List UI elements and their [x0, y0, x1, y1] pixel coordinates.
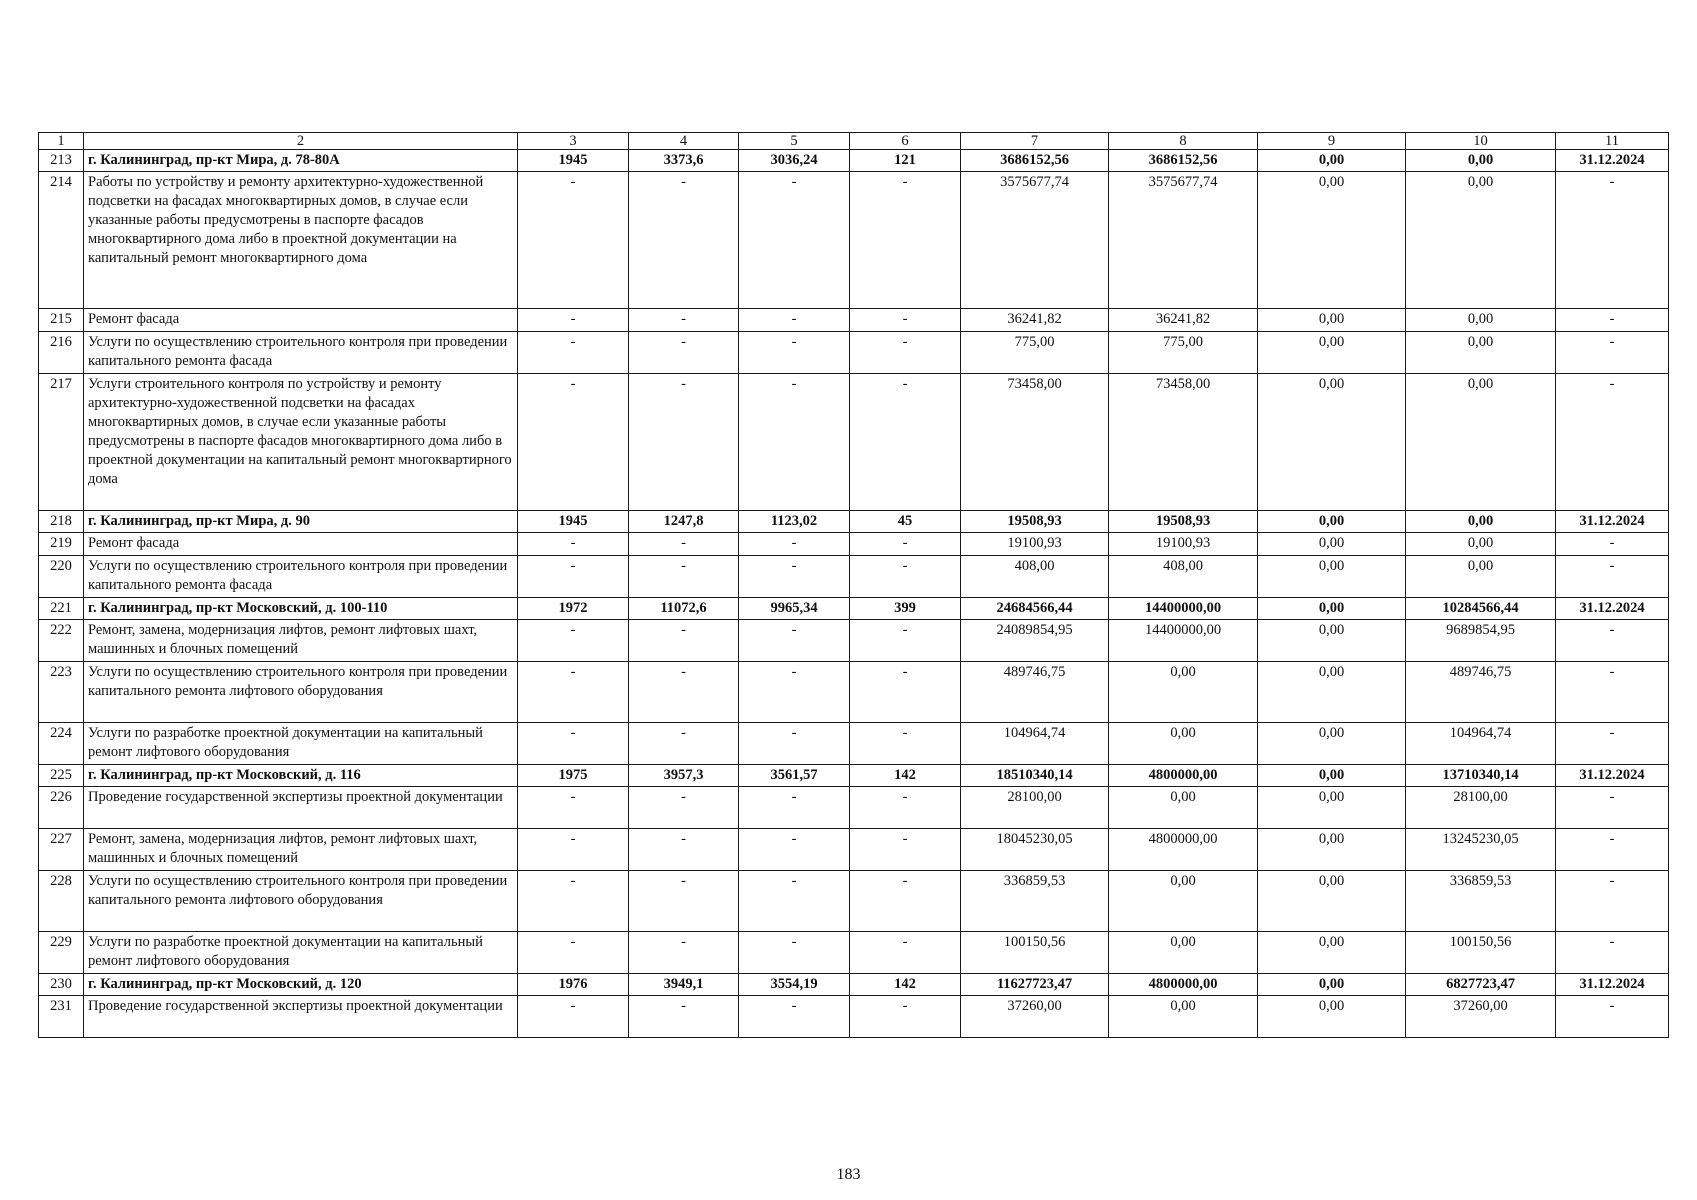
description-cell: Услуги по осуществлению строительного контроля при проведении капитального ремонта лифтового оборудования — [84, 871, 518, 932]
year-built-cell: - — [518, 172, 629, 309]
residents-count-cell: 399 — [850, 598, 961, 620]
living-area-cell: 3554,19 — [739, 974, 850, 996]
budget-cost-cell: 0,00 — [1258, 974, 1406, 996]
total-cost-cell: 3575677,74 — [961, 172, 1109, 309]
residents-count-cell: 121 — [850, 150, 961, 172]
fund-cost-cell: 3686152,56 — [1109, 150, 1258, 172]
total-area-cell: - — [629, 172, 739, 309]
total-area-cell: - — [629, 723, 739, 765]
completion-date-cell: - — [1556, 829, 1669, 871]
total-cost-cell: 19508,93 — [961, 511, 1109, 533]
owner-cost-cell: 0,00 — [1406, 332, 1556, 374]
work-row — [39, 309, 1669, 332]
address-cell: г. Калининград, пр-кт Мира, д. 78-80А — [84, 150, 518, 172]
total-area-cell: - — [629, 787, 739, 829]
column-number: 6 — [850, 133, 961, 150]
column-number: 7 — [961, 133, 1109, 150]
completion-date-cell: - — [1556, 332, 1669, 374]
living-area-cell: 3036,24 — [739, 150, 850, 172]
completion-date-cell: - — [1556, 172, 1669, 309]
owner-cost-cell: 13245230,05 — [1406, 829, 1556, 871]
budget-cost-cell: 0,00 — [1258, 871, 1406, 932]
address-row — [39, 511, 1669, 533]
fund-cost-cell: 73458,00 — [1109, 374, 1258, 511]
budget-cost-cell: 0,00 — [1258, 723, 1406, 765]
work-row — [39, 829, 1669, 871]
total-cost-cell: 36241,82 — [961, 309, 1109, 332]
work-row — [39, 662, 1669, 723]
owner-cost-cell: 336859,53 — [1406, 871, 1556, 932]
total-area-cell: - — [629, 932, 739, 974]
fund-cost-cell: 0,00 — [1109, 723, 1258, 765]
residents-count-cell: 142 — [850, 974, 961, 996]
budget-cost-cell: 0,00 — [1258, 556, 1406, 598]
address-row — [39, 150, 1669, 172]
column-number: 9 — [1258, 133, 1406, 150]
description-cell: Услуги по осуществлению строительного контроля при проведении капитального ремонта лифтового оборудования — [84, 662, 518, 723]
owner-cost-cell: 0,00 — [1406, 374, 1556, 511]
owner-cost-cell: 0,00 — [1406, 556, 1556, 598]
total-area-cell: - — [629, 374, 739, 511]
column-number: 8 — [1109, 133, 1258, 150]
year-built-cell: 1975 — [518, 765, 629, 787]
budget-cost-cell: 0,00 — [1258, 309, 1406, 332]
year-built-cell: 1972 — [518, 598, 629, 620]
owner-cost-cell: 489746,75 — [1406, 662, 1556, 723]
description-cell: Услуги по разработке проектной документации на капитальный ремонт лифтового оборудования — [84, 723, 518, 765]
total-cost-cell: 19100,93 — [961, 533, 1109, 556]
budget-cost-cell: 0,00 — [1258, 765, 1406, 787]
total-area-cell: - — [629, 829, 739, 871]
living-area-cell: 9965,34 — [739, 598, 850, 620]
description-cell: Услуги по разработке проектной документации на капитальный ремонт лифтового оборудования — [84, 932, 518, 974]
address-cell: г. Калининград, пр-кт Московский, д. 120 — [84, 974, 518, 996]
budget-cost-cell: 0,00 — [1258, 533, 1406, 556]
owner-cost-cell: 0,00 — [1406, 511, 1556, 533]
total-cost-cell: 100150,56 — [961, 932, 1109, 974]
total-area-cell: 3373,6 — [629, 150, 739, 172]
year-built-cell: - — [518, 829, 629, 871]
row-number-cell: 215 — [39, 309, 84, 332]
fund-cost-cell: 4800000,00 — [1109, 765, 1258, 787]
total-cost-cell: 73458,00 — [961, 374, 1109, 511]
year-built-cell: 1945 — [518, 511, 629, 533]
residents-count-cell: - — [850, 996, 961, 1038]
residents-count-cell: 142 — [850, 765, 961, 787]
column-number-row — [39, 133, 1669, 150]
living-area-cell: 1123,02 — [739, 511, 850, 533]
description-cell: Услуги по осуществлению строительного контроля при проведении капитального ремонта фасада — [84, 332, 518, 374]
total-cost-cell: 18045230,05 — [961, 829, 1109, 871]
residents-count-cell: - — [850, 374, 961, 511]
fund-cost-cell: 36241,82 — [1109, 309, 1258, 332]
living-area-cell: - — [739, 374, 850, 511]
living-area-cell: - — [739, 871, 850, 932]
completion-date-cell: 31.12.2024 — [1556, 974, 1669, 996]
total-area-cell: 3949,1 — [629, 974, 739, 996]
owner-cost-cell: 9689854,95 — [1406, 620, 1556, 662]
row-number-cell: 217 — [39, 374, 84, 511]
completion-date-cell: - — [1556, 787, 1669, 829]
residents-count-cell: - — [850, 332, 961, 374]
work-row — [39, 533, 1669, 556]
column-number: 1 — [39, 133, 84, 150]
living-area-cell: - — [739, 829, 850, 871]
completion-date-cell: - — [1556, 533, 1669, 556]
row-number-cell: 231 — [39, 996, 84, 1038]
completion-date-cell: - — [1556, 309, 1669, 332]
work-row — [39, 332, 1669, 374]
residents-count-cell: - — [850, 620, 961, 662]
completion-date-cell: - — [1556, 996, 1669, 1038]
row-number-cell: 224 — [39, 723, 84, 765]
budget-cost-cell: 0,00 — [1258, 172, 1406, 309]
total-cost-cell: 37260,00 — [961, 996, 1109, 1038]
owner-cost-cell: 6827723,47 — [1406, 974, 1556, 996]
year-built-cell: - — [518, 932, 629, 974]
living-area-cell: - — [739, 332, 850, 374]
work-row — [39, 871, 1669, 932]
year-built-cell: - — [518, 620, 629, 662]
owner-cost-cell: 28100,00 — [1406, 787, 1556, 829]
work-row — [39, 787, 1669, 829]
fund-cost-cell: 14400000,00 — [1109, 598, 1258, 620]
residents-count-cell: 45 — [850, 511, 961, 533]
residents-count-cell: - — [850, 723, 961, 765]
owner-cost-cell: 37260,00 — [1406, 996, 1556, 1038]
completion-date-cell: - — [1556, 374, 1669, 511]
fund-cost-cell: 14400000,00 — [1109, 620, 1258, 662]
residents-count-cell: - — [850, 787, 961, 829]
budget-cost-cell: 0,00 — [1258, 787, 1406, 829]
budget-cost-cell: 0,00 — [1258, 932, 1406, 974]
total-area-cell: - — [629, 620, 739, 662]
year-built-cell: - — [518, 787, 629, 829]
living-area-cell: - — [739, 996, 850, 1038]
total-cost-cell: 489746,75 — [961, 662, 1109, 723]
completion-date-cell: - — [1556, 662, 1669, 723]
description-cell: Ремонт фасада — [84, 533, 518, 556]
fund-cost-cell: 19508,93 — [1109, 511, 1258, 533]
row-number-cell: 227 — [39, 829, 84, 871]
living-area-cell: - — [739, 309, 850, 332]
fund-cost-cell: 0,00 — [1109, 662, 1258, 723]
completion-date-cell: 31.12.2024 — [1556, 150, 1669, 172]
living-area-cell: - — [739, 620, 850, 662]
address-cell: г. Калининград, пр-кт Мира, д. 90 — [84, 511, 518, 533]
row-number-cell: 223 — [39, 662, 84, 723]
address-row — [39, 974, 1669, 996]
living-area-cell: - — [739, 556, 850, 598]
address-row — [39, 598, 1669, 620]
total-cost-cell: 3686152,56 — [961, 150, 1109, 172]
owner-cost-cell: 0,00 — [1406, 533, 1556, 556]
row-number-cell: 219 — [39, 533, 84, 556]
budget-cost-cell: 0,00 — [1258, 511, 1406, 533]
residents-count-cell: - — [850, 871, 961, 932]
description-cell: Ремонт, замена, модернизация лифтов, ремонт лифтовых шахт, машинных и блочных помещений — [84, 829, 518, 871]
living-area-cell: 3561,57 — [739, 765, 850, 787]
completion-date-cell: - — [1556, 723, 1669, 765]
total-cost-cell: 18510340,14 — [961, 765, 1109, 787]
completion-date-cell: - — [1556, 620, 1669, 662]
row-number-cell: 226 — [39, 787, 84, 829]
budget-cost-cell: 0,00 — [1258, 374, 1406, 511]
residents-count-cell: - — [850, 662, 961, 723]
residents-count-cell: - — [850, 533, 961, 556]
work-row — [39, 172, 1669, 309]
row-number-cell: 229 — [39, 932, 84, 974]
address-cell: г. Калининград, пр-кт Московский, д. 116 — [84, 765, 518, 787]
total-cost-cell: 28100,00 — [961, 787, 1109, 829]
column-number: 10 — [1406, 133, 1556, 150]
description-cell: Услуги строительного контроля по устройству и ремонту архитектурно-художественной подсветки на фасадах многоквартирных домов, в случае если указанные работы предусмотрены в паспорте фасадов многоквартирного дома либо в проектной документации на капитальный ремонт многоквартирного дома — [84, 374, 518, 511]
year-built-cell: - — [518, 556, 629, 598]
residents-count-cell: - — [850, 829, 961, 871]
year-built-cell: - — [518, 662, 629, 723]
living-area-cell: - — [739, 662, 850, 723]
completion-date-cell: - — [1556, 932, 1669, 974]
year-built-cell: - — [518, 332, 629, 374]
row-number-cell: 221 — [39, 598, 84, 620]
work-row — [39, 556, 1669, 598]
budget-cost-cell: 0,00 — [1258, 598, 1406, 620]
budget-cost-cell: 0,00 — [1258, 662, 1406, 723]
table-body — [39, 133, 1669, 1038]
address-row — [39, 765, 1669, 787]
description-cell: Ремонт фасада — [84, 309, 518, 332]
fund-cost-cell: 408,00 — [1109, 556, 1258, 598]
fund-cost-cell: 4800000,00 — [1109, 974, 1258, 996]
fund-cost-cell: 775,00 — [1109, 332, 1258, 374]
total-cost-cell: 11627723,47 — [961, 974, 1109, 996]
completion-date-cell: 31.12.2024 — [1556, 598, 1669, 620]
work-row — [39, 620, 1669, 662]
total-cost-cell: 408,00 — [961, 556, 1109, 598]
completion-date-cell: 31.12.2024 — [1556, 511, 1669, 533]
living-area-cell: - — [739, 932, 850, 974]
total-cost-cell: 24089854,95 — [961, 620, 1109, 662]
total-cost-cell: 24684566,44 — [961, 598, 1109, 620]
description-cell: Работы по устройству и ремонту архитектурно-художественной подсветки на фасадах многоквартирных домов, в случае если указанные работы предусмотрены в паспорте фасадов многоквартирного дома либо в проектной документации на капитальный ремонт многоквартирного дома — [84, 172, 518, 309]
row-number-cell: 222 — [39, 620, 84, 662]
living-area-cell: - — [739, 723, 850, 765]
completion-date-cell: - — [1556, 556, 1669, 598]
fund-cost-cell: 3575677,74 — [1109, 172, 1258, 309]
fund-cost-cell: 0,00 — [1109, 787, 1258, 829]
budget-cost-cell: 0,00 — [1258, 620, 1406, 662]
owner-cost-cell: 0,00 — [1406, 150, 1556, 172]
total-cost-cell: 336859,53 — [961, 871, 1109, 932]
total-area-cell: 11072,6 — [629, 598, 739, 620]
owner-cost-cell: 13710340,14 — [1406, 765, 1556, 787]
row-number-cell: 218 — [39, 511, 84, 533]
column-number: 5 — [739, 133, 850, 150]
column-number: 3 — [518, 133, 629, 150]
year-built-cell: 1945 — [518, 150, 629, 172]
residents-count-cell: - — [850, 556, 961, 598]
living-area-cell: - — [739, 172, 850, 309]
fund-cost-cell: 4800000,00 — [1109, 829, 1258, 871]
year-built-cell: - — [518, 996, 629, 1038]
owner-cost-cell: 10284566,44 — [1406, 598, 1556, 620]
total-area-cell: - — [629, 556, 739, 598]
total-cost-cell: 104964,74 — [961, 723, 1109, 765]
total-cost-cell: 775,00 — [961, 332, 1109, 374]
owner-cost-cell: 100150,56 — [1406, 932, 1556, 974]
residents-count-cell: - — [850, 309, 961, 332]
total-area-cell: - — [629, 309, 739, 332]
description-cell: Услуги по осуществлению строительного контроля при проведении капитального ремонта фасада — [84, 556, 518, 598]
year-built-cell: - — [518, 723, 629, 765]
column-number: 11 — [1556, 133, 1669, 150]
budget-cost-cell: 0,00 — [1258, 332, 1406, 374]
budget-cost-cell: 0,00 — [1258, 829, 1406, 871]
completion-date-cell: 31.12.2024 — [1556, 765, 1669, 787]
column-number: 2 — [84, 133, 518, 150]
capital-repair-table — [38, 132, 1669, 1038]
budget-cost-cell: 0,00 — [1258, 150, 1406, 172]
row-number-cell: 225 — [39, 765, 84, 787]
fund-cost-cell: 19100,93 — [1109, 533, 1258, 556]
row-number-cell: 228 — [39, 871, 84, 932]
budget-cost-cell: 0,00 — [1258, 996, 1406, 1038]
row-number-cell: 220 — [39, 556, 84, 598]
residents-count-cell: - — [850, 932, 961, 974]
work-row — [39, 374, 1669, 511]
owner-cost-cell: 0,00 — [1406, 309, 1556, 332]
row-number-cell: 230 — [39, 974, 84, 996]
owner-cost-cell: 0,00 — [1406, 172, 1556, 309]
living-area-cell: - — [739, 787, 850, 829]
work-row — [39, 996, 1669, 1038]
row-number-cell: 216 — [39, 332, 84, 374]
owner-cost-cell: 104964,74 — [1406, 723, 1556, 765]
column-number: 4 — [629, 133, 739, 150]
row-number-cell: 214 — [39, 172, 84, 309]
work-row — [39, 932, 1669, 974]
living-area-cell: - — [739, 533, 850, 556]
year-built-cell: - — [518, 871, 629, 932]
work-row — [39, 723, 1669, 765]
fund-cost-cell: 0,00 — [1109, 996, 1258, 1038]
year-built-cell: - — [518, 309, 629, 332]
completion-date-cell: - — [1556, 871, 1669, 932]
residents-count-cell: - — [850, 172, 961, 309]
total-area-cell: - — [629, 996, 739, 1038]
description-cell: Проведение государственной экспертизы проектной документации — [84, 787, 518, 829]
description-cell: Ремонт, замена, модернизация лифтов, ремонт лифтовых шахт, машинных и блочных помещений — [84, 620, 518, 662]
page-number: 183 — [836, 1166, 861, 1183]
total-area-cell: - — [629, 332, 739, 374]
year-built-cell: - — [518, 374, 629, 511]
total-area-cell: 3957,3 — [629, 765, 739, 787]
description-cell: Проведение государственной экспертизы проектной документации — [84, 996, 518, 1038]
year-built-cell: - — [518, 533, 629, 556]
total-area-cell: - — [629, 662, 739, 723]
fund-cost-cell: 0,00 — [1109, 871, 1258, 932]
row-number-cell: 213 — [39, 150, 84, 172]
total-area-cell: - — [629, 871, 739, 932]
year-built-cell: 1976 — [518, 974, 629, 996]
total-area-cell: - — [629, 533, 739, 556]
address-cell: г. Калининград, пр-кт Московский, д. 100-110 — [84, 598, 518, 620]
total-area-cell: 1247,8 — [629, 511, 739, 533]
fund-cost-cell: 0,00 — [1109, 932, 1258, 974]
